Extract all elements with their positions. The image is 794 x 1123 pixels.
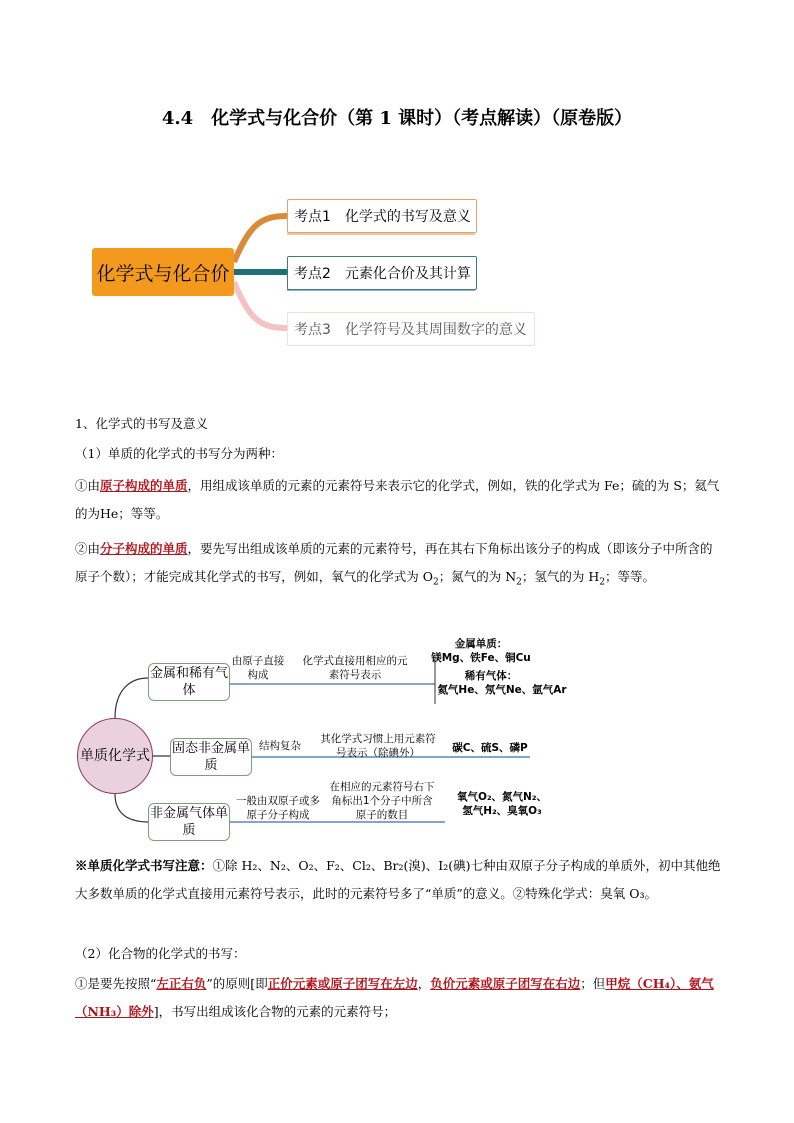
diagram-text: 其化学式习惯上用元素符号表示（除碘外）: [320, 733, 436, 759]
mindmap-center: 化学式与化合价: [92, 248, 234, 296]
diagram-text: 化学式直接用相应的元素符号表示: [302, 655, 408, 681]
paragraph-molecule-element: ②由分子构成的单质，要先写出组成该单质的元素的元素符号，再在其右下角标出该分子的构成（即该分子中所含的原子个数）；才能完成其化学式的书写，例如，氧气的化学式为 $O_2$；氮气的为 $N_2$；氢气的为 $H_2$；等等。: [75, 541, 713, 588]
subheading-1: （1）单质的化学式的书写分为两种：: [75, 446, 283, 461]
diagram-text: 在相应的元素符号右下角标出1个分子中所含原子的数目: [329, 781, 435, 821]
diagram-text: 结构复杂: [259, 740, 301, 752]
diagram-text: 氧气O₂、氮气N₂、氢气H₂、臭氧O₃: [457, 791, 547, 817]
page-title: 4.4 化学式与化合价（第 1 课时）（考点解读）（原卷版）: [161, 108, 633, 129]
diagram-box-gas-nonmetal: 非金属气体单质: [148, 803, 230, 841]
diagram-text: 稀有气体：: [464, 670, 518, 682]
diagram-box-metal: 金属和稀有气体: [148, 663, 230, 701]
note-paragraph: ※单质化学式书写注意：①除 H₂、N₂、O₂、F₂、Cl₂、Br₂(溴)、I₂(碘)七种由双原子分子构成的单质外，初中其他绝大多数单质的化学式直接用元素符号表示，此时的元素符号多了“单质”的意义。②特殊化学式：臭氧 O₃。: [75, 858, 721, 901]
diagram-center: 单质化学式: [77, 718, 153, 794]
diagram-text: 氦气He、氖气Ne、氩气Ar: [437, 684, 567, 696]
diagram-text: 一般由双原子或多原子分子构成: [236, 795, 320, 821]
mindmap-branch-2: 考点2 元素化合价及其计算: [287, 256, 477, 290]
diagram-text: 镁Mg、铁Fe、铜Cu: [431, 652, 531, 664]
subheading-2: （2）化合物的化学式的书写：: [75, 946, 246, 961]
paragraph-atom-element: ①由原子构成的单质，用组成该单质的元素的元素符号来表示它的化学式，例如，铁的化学式为 Fe；硫的为 S；氦气的为He；等等。: [75, 478, 720, 521]
diagram-text: 由原子直接构成: [231, 655, 285, 681]
paragraph-compound: ①是要先按照“左正右负”的原则[即正价元素或原子团写在左边，负价元素或原子团写在右边；但甲烷（CH₄）、氨气（NH₃）除外]，书写出组成该化合物的元素的元素符号；: [75, 976, 714, 1019]
mindmap-branch-3: 考点3 化学符号及其周围数字的意义: [287, 312, 535, 346]
mindmap-branch-1: 考点1 化学式的书写及意义: [287, 199, 477, 233]
diagram-text: 金属单质：: [454, 638, 508, 650]
section-heading: 1、化学式的书写及意义: [75, 416, 208, 431]
diagram-text: 碳C、硫S、磷P: [452, 742, 528, 754]
diagram-box-solid-nonmetal: 固态非金属单质: [170, 738, 252, 776]
